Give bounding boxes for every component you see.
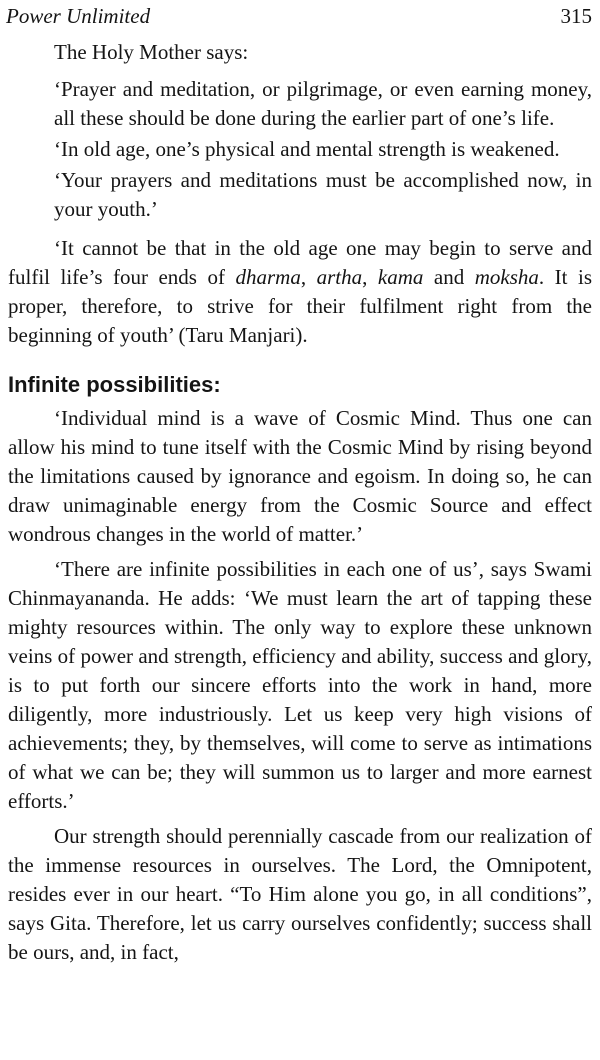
term-artha: artha [316, 265, 363, 289]
body-paragraph: ‘There are infinite possibilities in each one of us’, says Swami Chinmayananda. He adds: ‘We must learn the art of tapping these mighty resources within. The only way to explore these unknown veins of power and strength, efficiency and ability, success and glory, is to put forth our sincere efforts into the work in hand, more diligently, more industriously. Let us keep very high visions of achievements; they, by themselves, will come to serve as intimations of what we can be; they will summon us to larger and more earnest efforts.’ [8, 557, 592, 813]
quote-line: ‘Your prayers and meditations must be accomplished now, in your youth.’ [54, 168, 592, 221]
section-heading: Infinite possibilities: [8, 372, 221, 397]
holy-mother-quote-block [8, 38, 592, 224]
body-paragraph: Our strength should perennially cascade from our realization of the immense resources in ourselves. The Lord, the Omnipotent, resides ever in our heart. “To Him alone you go, in all conditions”, says Gita. Therefore, let us carry ourselves confidently; success shall be ours, and, in fact, [8, 824, 592, 964]
term-kama: kama [377, 265, 424, 289]
page-body [8, 38, 592, 967]
term-moksha: moksha [474, 265, 539, 289]
four-ends-text: . It is proper, therefore, to strive for their fulfilment right from the beginning of youth’ (Taru Manjari). [8, 265, 593, 347]
body-paragraph: ‘Individual mind is a wave of Cosmic Mind. Thus one can allow his mind to tune itself with the Cosmic Mind by rising beyond the limitations caused by ignorance and egoism. In doing so, he can draw unimaginable energy from the Cosmic Source and effect wondrous changes in the world of matter.’ [8, 406, 592, 546]
term-separator: and [423, 265, 475, 289]
running-title: Power Unlimited [6, 4, 151, 28]
term-separator: , [300, 265, 317, 289]
quote-line: ‘In old age, one’s physical and mental strength is weakened. [54, 137, 560, 161]
page-header [6, 2, 592, 30]
four-ends-paragraph [8, 234, 592, 350]
term-dharma: dharma [235, 265, 301, 289]
quote-intro: The Holy Mother says: [54, 40, 249, 64]
four-ends-text: ‘It cannot be that in the old age one may begin to serve and fulfil life’s four ends of [8, 236, 592, 289]
page-number: 315 [560, 4, 592, 28]
quote-line: ‘Prayer and meditation, or pilgrimage, or even earning money, all these should be done during the earlier part of one’s life. [54, 77, 592, 130]
term-separator: , [362, 265, 378, 289]
